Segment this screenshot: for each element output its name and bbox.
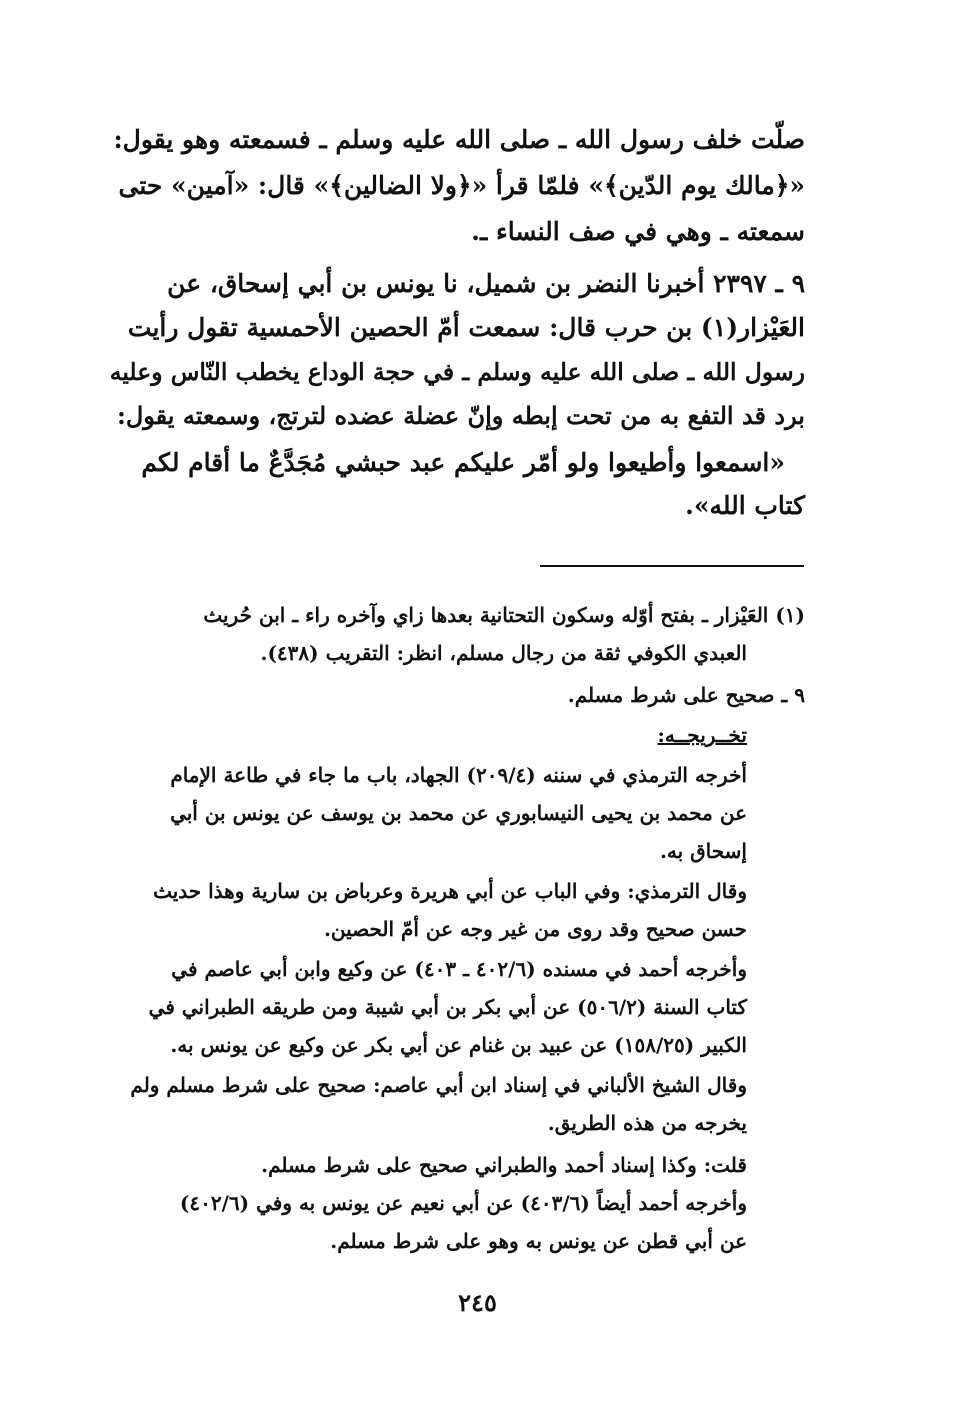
main-line: سمعته ـ وهي في صف النساء ـ. — [471, 217, 805, 246]
footnote-line: عن محمد بن يحيى النيسابوري عن محمد بن يوسف عن يونس بن أبي — [170, 801, 747, 825]
footnote-line: يخرجه من هذه الطريق. — [547, 1111, 747, 1135]
footnote-line: وقال الترمذي: وفي الباب عن أبي هريرة وعرباض بن سارية وهذا حديث — [153, 879, 747, 903]
footnote-line: وأخرجه أحمد في مسنده (٤٠٢/٦ ـ ٤٠٣) عن وكيع وابن أبي عاصم في — [171, 957, 747, 981]
footnote-line: قلت: وكذا إسناد أحمد والطبراني صحيح على شرط مسلم. — [261, 1153, 747, 1177]
main-line: العَيْزار(١) بن حرب قال: سمعت أمّ الحصين الأحمسية تقول رأيت — [127, 313, 805, 342]
footnote-line: عن أبي قطن عن يونس به وهو على شرط مسلم. — [330, 1229, 747, 1253]
quote-line: «اسمعوا وأطيعوا ولو أمّر عليكم عبد حبشي مُجَدَّعٌ ما أقام لكم — [141, 448, 785, 477]
footnote-line: الكبير (١٥٨/٢٥) عن عبيد بن غنام عن أبي بكر عن وكيع عن يونس به. — [170, 1033, 747, 1057]
main-line: رسول الله ـ صلى الله عليه وسلم ـ في حجة الوداع يخطب النّاس وعليه — [109, 358, 805, 386]
footnote-line: (١) العَيْزار ـ بفتح أوّله وسكون التحتانية بعدها زاي وآخره راء ـ ابن حُريث — [203, 603, 805, 627]
footnote-line: أخرجه الترمذي في سننه (٢٠٩/٤) الجهاد، باب ما جاء في طاعة الإمام — [170, 763, 747, 787]
footnote-line: العبدي الكوفي ثقة من رجال مسلم، انظر: التقريب (٤٣٨). — [260, 641, 747, 665]
footnote-line: كتاب السنة (٥٠٦/٢) عن أبي بكر بن أبي شيبة ومن طريقه الطبراني في — [148, 995, 747, 1019]
footnote-line: ٩ ـ صحيح على شرط مسلم. — [567, 683, 805, 707]
main-line: «﴿مالك يوم الدّين﴾» فلمّا قرأ «﴿ولا الضالين﴾» قال: «آمين» حتى — [118, 171, 805, 200]
main-line: برد قد التفع به من تحت إبطه وإنّ عضلة عضده لترتج، وسمعته يقول: — [116, 401, 805, 430]
takhrij-heading: تخــريجــه: — [657, 723, 747, 747]
footnote-line: وأخرجه أحمد أيضاً (٤٠٣/٦) عن أبي نعيم عن يونس به وفي (٤٠٢/٦) — [179, 1191, 747, 1215]
main-line: صلّت خلف رسول الله ـ صلى الله عليه وسلم ـ فسمعته وهو يقول: — [113, 125, 805, 154]
hadith-number-line: ٩ ـ ٢٣٩٧ أخبرنا النضر بن شميل، نا يونس بن أبي إسحاق، عن — [167, 269, 805, 298]
footnote-separator — [540, 565, 804, 567]
footnote-line: حسن صحيح وقد روى من غير وجه عن أمّ الحصين. — [323, 917, 747, 941]
footnote-line: إسحاق به. — [659, 839, 747, 863]
footnote-line: وقال الشيخ الألباني في إسناد ابن أبي عاصم: صحيح على شرط مسلم ولم — [130, 1073, 747, 1097]
main-line: كتاب الله». — [685, 491, 805, 520]
page-number: ٢٤٥ — [458, 1288, 497, 1317]
